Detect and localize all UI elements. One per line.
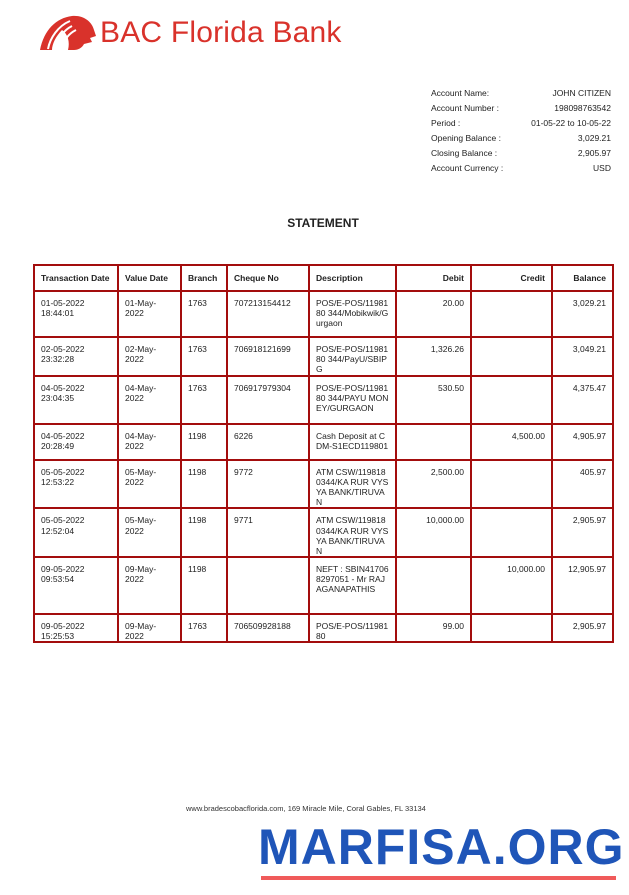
statement-title: STATEMENT — [287, 216, 359, 230]
branch-cell: 1763 — [181, 614, 227, 642]
credit-cell — [471, 337, 552, 376]
column-header: Branch — [181, 265, 227, 291]
field-value: 2,905.97 — [577, 148, 611, 158]
table-row — [34, 508, 613, 557]
table-row — [34, 557, 613, 614]
debit-cell — [396, 424, 471, 460]
credit-cell: 4,500.00 — [471, 424, 552, 460]
cheque-no-cell: 9772 — [227, 460, 309, 509]
account-summary — [431, 88, 611, 178]
bank-name: BAC Florida Bank — [100, 16, 342, 49]
credit-cell — [471, 614, 552, 642]
balance-cell: 2,905.97 — [552, 508, 613, 557]
column-header: Debit — [396, 265, 471, 291]
value-date-cell: 05-May-2022 — [118, 508, 181, 557]
transactions-table — [33, 264, 614, 643]
branch-cell: 1198 — [181, 508, 227, 557]
column-header: Transaction Date — [34, 265, 118, 291]
table-row — [34, 337, 613, 376]
field-value: 3,029.21 — [577, 133, 611, 143]
account-row — [431, 148, 611, 163]
description-cell: POS/E-POS/1198180 344/Mobikwik/Gurgaon — [309, 291, 396, 337]
debit-cell: 99.00 — [396, 614, 471, 642]
credit-cell — [471, 508, 552, 557]
column-header: Cheque No — [227, 265, 309, 291]
debit-cell: 20.00 — [396, 291, 471, 337]
cheque-no-cell: 707213154412 — [227, 291, 309, 337]
description-cell: POS/E-POS/1198180 — [309, 614, 396, 642]
field-value: 01-05-22 to 10-05-22 — [531, 118, 611, 128]
table-header-row — [34, 265, 613, 291]
debit-cell: 10,000.00 — [396, 508, 471, 557]
column-header: Balance — [552, 265, 613, 291]
cheque-no-cell — [227, 557, 309, 614]
balance-cell: 12,905.97 — [552, 557, 613, 614]
transaction-date-cell: 05-05-2022 12:52:04 — [34, 508, 118, 557]
credit-cell — [471, 460, 552, 509]
branch-cell: 1763 — [181, 291, 227, 337]
lion-logo-icon — [38, 12, 98, 54]
debit-cell — [396, 557, 471, 614]
balance-cell: 3,049.21 — [552, 337, 613, 376]
account-row — [431, 118, 611, 133]
value-date-cell: 04-May-2022 — [118, 424, 181, 460]
value-date-cell: 05-May-2022 — [118, 460, 181, 509]
table-row — [34, 424, 613, 460]
cheque-no-cell: 6226 — [227, 424, 309, 460]
credit-cell — [471, 291, 552, 337]
cheque-no-cell: 9771 — [227, 508, 309, 557]
description-cell: ATM CSW/1198180344/KA RUR VYSYA BANK/TIRUVAN — [309, 508, 396, 557]
table-row — [34, 460, 613, 509]
debit-cell: 1,326.26 — [396, 337, 471, 376]
credit-cell: 10,000.00 — [471, 557, 552, 614]
branch-cell: 1198 — [181, 557, 227, 614]
field-value: USD — [593, 163, 611, 173]
description-cell: Cash Deposit at CDM-S1ECD119801 — [309, 424, 396, 460]
table-row — [34, 376, 613, 424]
description-cell: ATM CSW/1198180344/KA RUR VYSYA BANK/TIRUVAN — [309, 460, 396, 509]
transaction-date-cell: 04-05-2022 23:04:35 — [34, 376, 118, 424]
watermark-underline — [261, 876, 616, 880]
transaction-date-cell: 01-05-2022 18:44:01 — [34, 291, 118, 337]
branch-cell: 1198 — [181, 424, 227, 460]
column-header: Description — [309, 265, 396, 291]
branch-cell: 1763 — [181, 337, 227, 376]
field-value: 198098763542 — [554, 103, 611, 113]
footer-address: www.bradescobacflorida.com, 169 Miracle Mile, Coral Gables, FL 33134 — [186, 804, 426, 813]
value-date-cell: 02-May-2022 — [118, 337, 181, 376]
account-row — [431, 133, 611, 148]
value-date-cell: 09-May-2022 — [118, 557, 181, 614]
transaction-date-cell: 05-05-2022 12:53:22 — [34, 460, 118, 509]
description-cell: NEFT : SBIN417068297051 - Mr RAJAGANAPATHIS — [309, 557, 396, 614]
account-row — [431, 88, 611, 103]
value-date-cell: 04-May-2022 — [118, 376, 181, 424]
field-label: Closing Balance : — [431, 148, 498, 158]
account-row — [431, 163, 611, 178]
field-value: JOHN CITIZEN — [552, 88, 611, 98]
field-label: Period : — [431, 118, 461, 128]
transaction-date-cell: 09-05-2022 15:25:53 — [34, 614, 118, 642]
branch-cell: 1763 — [181, 376, 227, 424]
field-label: Opening Balance : — [431, 133, 501, 143]
field-label: Account Number : — [431, 103, 500, 113]
watermark: MARFISA.ORG — [258, 819, 625, 875]
description-cell: POS/E-POS/1198180 344/PAYU MONEY/GURGAON — [309, 376, 396, 424]
branch-cell: 1198 — [181, 460, 227, 509]
description-cell: POS/E-POS/1198180 344/PayU/SBIPG — [309, 337, 396, 376]
balance-cell: 3,029.21 — [552, 291, 613, 337]
column-header: Credit — [471, 265, 552, 291]
balance-cell: 4,375.47 — [552, 376, 613, 424]
value-date-cell: 01-May-2022 — [118, 291, 181, 337]
field-label: Account Name: — [431, 88, 490, 98]
debit-cell: 2,500.00 — [396, 460, 471, 509]
balance-cell: 2,905.97 — [552, 614, 613, 642]
transaction-date-cell: 04-05-2022 20:28:49 — [34, 424, 118, 460]
field-label: Account Currency : — [431, 163, 504, 173]
column-header: Value Date — [118, 265, 181, 291]
cheque-no-cell: 706918121699 — [227, 337, 309, 376]
table-row — [34, 614, 613, 642]
balance-cell: 405.97 — [552, 460, 613, 509]
account-row — [431, 103, 611, 118]
table-row — [34, 291, 613, 337]
value-date-cell: 09-May-2022 — [118, 614, 181, 642]
cheque-no-cell: 706509928188 — [227, 614, 309, 642]
transaction-date-cell: 02-05-2022 23:32:28 — [34, 337, 118, 376]
debit-cell: 530.50 — [396, 376, 471, 424]
credit-cell — [471, 376, 552, 424]
transaction-date-cell: 09-05-2022 09:53:54 — [34, 557, 118, 614]
cheque-no-cell: 706917979304 — [227, 376, 309, 424]
bank-logo — [38, 12, 342, 54]
balance-cell: 4,905.97 — [552, 424, 613, 460]
